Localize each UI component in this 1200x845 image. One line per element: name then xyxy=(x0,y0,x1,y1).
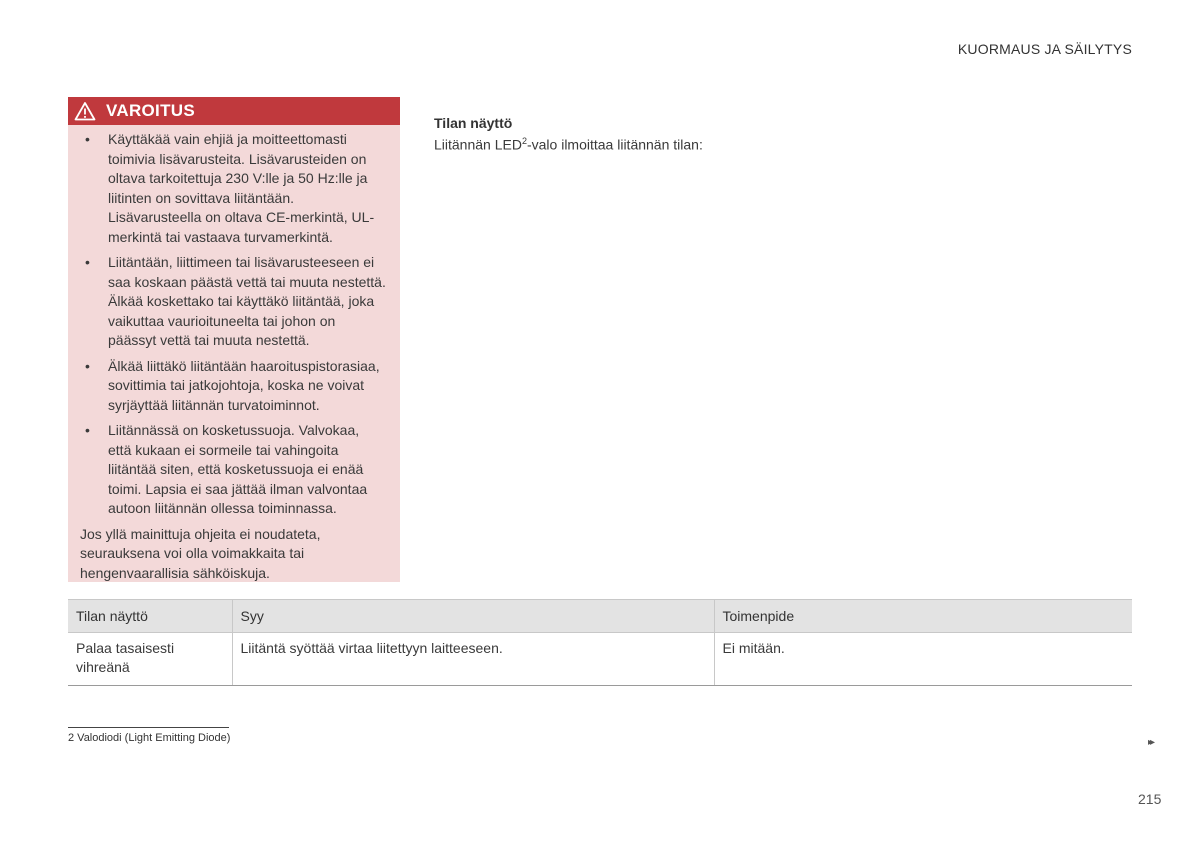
status-heading: Tilan näyttö xyxy=(434,115,513,131)
column-header: Tilan näyttö xyxy=(68,600,232,633)
warning-item-text: Käyttäkää vain ehjiä ja moitteettomasti toimivia lisävarusteita. Lisävarusteiden on oltava tarkoitettuja 230 V:lle ja 50 Hz:lle ja liitinten on sovittava liitäntään. Lisävarusteella on oltava CE-merkintä, UL-merkintä tai vastaava turvamerkintä. xyxy=(108,131,375,245)
section-title: KUORMAUS JA SÄILYTYS xyxy=(957,41,1132,57)
warning-header xyxy=(68,97,400,125)
table-cell: Ei mitään. xyxy=(714,633,1132,686)
bullet: • xyxy=(85,422,90,438)
warning-item-text: Älkää liittäkö liitäntään haaroituspistorasiaa, sovittimia tai jatkojohtoja, koska ne voivat syrjäyttää liitännän turvatoiminnot. xyxy=(108,357,380,413)
warning-box xyxy=(68,97,400,582)
table-header-row xyxy=(68,600,1132,633)
status-text-after: -valo ilmoittaa liitännän tilan: xyxy=(526,136,703,153)
bullet: • xyxy=(85,357,90,374)
warning-item xyxy=(80,253,386,351)
table-cell: Palaa tasaisesti vihreänä xyxy=(68,633,232,686)
warning-body xyxy=(68,125,400,583)
warning-item xyxy=(80,421,386,519)
table-cell: Liitäntä syöttää virtaa liitettyyn laitteeseen. xyxy=(232,633,714,686)
page-number: 215 xyxy=(1138,791,1162,807)
warning-item-text: Liitännässä on kosketussuoja. Valvokaa, että kukaan ei sormeile tai vahingoita liitäntää siten, että kosketussuoja ei enää toimi. Lapsia ei saa jättää ilman valvontaa autoon liitännän ollessa toiminnassa. xyxy=(108,422,368,516)
double-arrow-right-icon[interactable]: ▸▸ xyxy=(1148,737,1153,748)
warning-footer: Jos yllä mainittuja ohjeita ei noudateta, seurauksena voi olla voimakkaita tai hengenvaarallisia sähköiskuja. xyxy=(80,525,321,581)
column-header: Syy xyxy=(232,600,714,633)
bullet: • xyxy=(85,254,90,270)
status-description xyxy=(434,136,703,153)
warning-item xyxy=(80,357,386,416)
warning-item xyxy=(80,130,386,247)
warning-item-text: Liitäntään, liittimeen tai lisävarusteeseen ei saa koskaan päästä vettä tai muuta nestettä. Älkää koskettako tai käyttäkö liitäntää, joka vaikuttaa vaurioituneelta tai johon on päässyt vettä tai muuta nestettä. xyxy=(108,254,386,348)
warning-list xyxy=(80,130,386,519)
footnote-divider xyxy=(68,727,229,728)
warning-title: VAROITUS xyxy=(106,101,195,120)
table-row xyxy=(68,633,1132,686)
bullet: • xyxy=(85,131,90,147)
footnote: 2 Valodiodi (Light Emitting Diode) xyxy=(68,732,231,744)
column-header: Toimenpide xyxy=(714,600,1132,633)
footnote-reference[interactable]: 2 xyxy=(521,136,527,146)
status-text-before: Liitännän LED xyxy=(434,136,522,153)
warning-triangle-icon xyxy=(74,101,96,121)
status-table xyxy=(68,599,1132,686)
